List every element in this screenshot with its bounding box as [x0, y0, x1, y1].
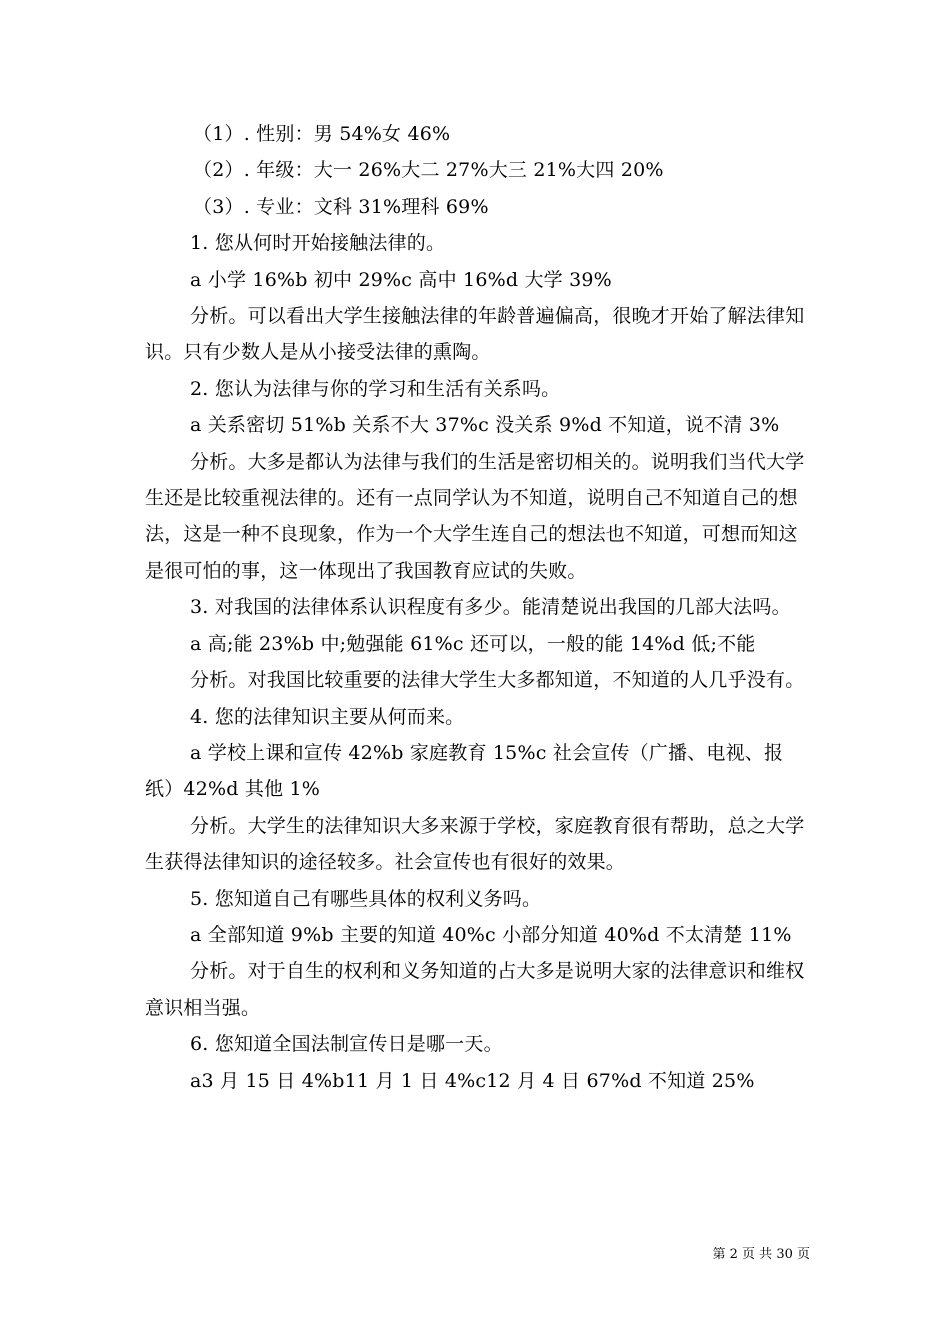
survey-gender: （1）. 性别：男 54%女 46%: [193, 123, 451, 145]
document-body: [145, 116, 807, 1099]
analysis-1: 分析。可以看出大学生接触法律的年龄普遍偏高，很晚才开始了解法律知识。只有少数人是从小接受法律的熏陶。: [145, 305, 805, 364]
analysis-4: 分析。大学生的法律知识大多来源于学校，家庭教育很有帮助，总之大学生获得法律知识的途径较多。社会宣传也有很好的效果。: [145, 814, 805, 874]
question-4: 4. 您的法律知识主要从何而来。: [190, 705, 465, 728]
question-5: 5. 您知道自己有哪些具体的权利义务吗。: [190, 887, 542, 910]
answers-2: a 关系密切 51%b 关系不大 37%c 没关系 9%d 不知道，说不清 3%: [190, 414, 780, 437]
answers-3: a 高;能 23%b 中;勉强能 61%c 还可以，一般的能 14%d 低;不能: [190, 632, 756, 655]
question-6: 6. 您知道全国法制宣传日是哪一天。: [190, 1033, 503, 1056]
answers-5: a 全部知道 9%b 主要的知道 40%c 小部分知道 40%d 不太清楚 11%: [190, 923, 792, 946]
survey-major: （3）. 专业：文科 31%理科 69%: [193, 195, 489, 218]
analysis-3: 分析。对我国比较重要的法律大学生大多都知道，不知道的人几乎没有。: [190, 669, 805, 692]
survey-grade: （2）. 年级：大一 26%大二 27%大三 21%大四 20%: [193, 159, 664, 182]
page-number: 第 2 页 共 30 页: [712, 1247, 810, 1262]
question-3: 3. 对我国的法律体系认识程度有多少。能清楚说出我国的几部大法吗。: [190, 596, 791, 619]
analysis-5: 分析。对于自生的权利和义务知道的占大多是说明大家的法律意识和维权意识相当强。: [145, 960, 805, 1019]
answers-1: a 小学 16%b 初中 29%c 高中 16%d 大学 39%: [190, 268, 612, 291]
question-2: 2. 您认为法律与你的学习和生活有关系吗。: [190, 377, 561, 400]
answers-6: a3 月 15 日 4%b11 月 1 日 4%c12 月 4 日 67%d 不知道 25%: [190, 1069, 755, 1092]
question-1: 1. 您从何时开始接触法律的。: [190, 232, 446, 255]
answers-4: a 学校上课和宣传 42%b 家庭教育 15%c 社会宣传（广播、电视、报纸）42%d 其他 1%: [145, 741, 784, 801]
analysis-2: 分析。大多是都认为法律与我们的生活是密切相关的。说明我们当代大学生还是比较重视法律的。还有一点同学认为不知道，说明自己不知道自己的想法，这是一种不良现象，作为一个大学生连自己的想法也不知道，可想而知这是很可怕的事，这一体现出了我国教育应试的失败。: [145, 450, 805, 582]
